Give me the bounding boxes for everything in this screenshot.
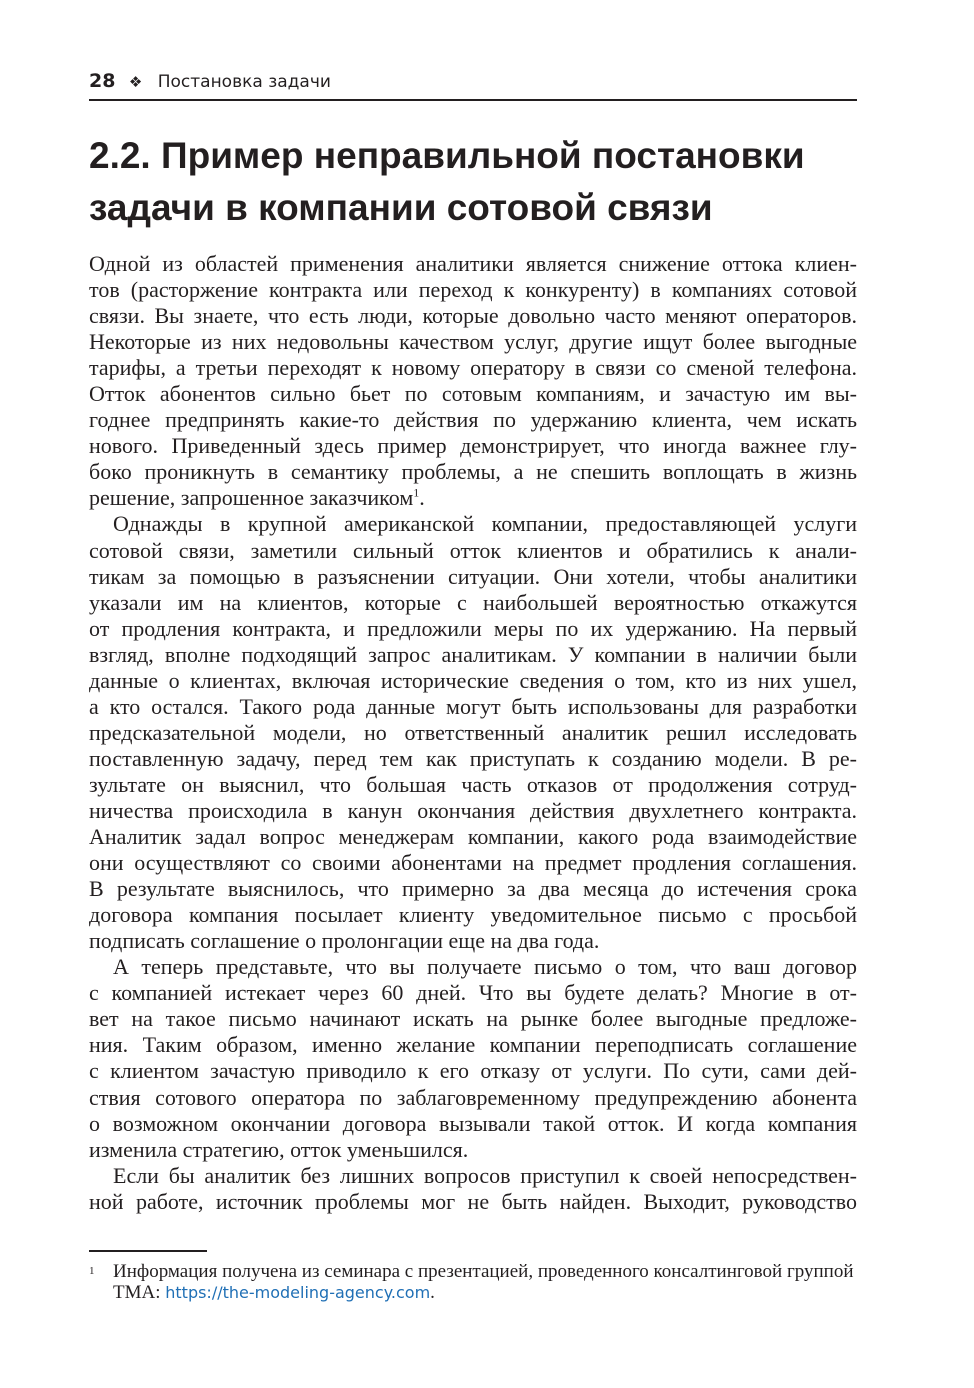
line-text: А теперь представьте, что вы получаете письмо о том, что ваш договор: [113, 954, 857, 980]
footnote-link[interactable]: https://the-modeling-agency.com: [165, 1283, 431, 1302]
line-text: Одной из областей применения аналитики является снижение оттока клиен-: [89, 251, 857, 276]
text-line: [89, 1163, 857, 1189]
text-line: [89, 1085, 857, 1111]
text-line: [89, 694, 857, 720]
text-line: [89, 746, 857, 772]
line-text: с компанией истекает через 60 дней. Что вы будете делать? Многие в от-: [89, 980, 857, 1006]
text-line: [89, 824, 857, 850]
line-text: связи. Вы знаете, что есть люди, которые довольно часто меняют операторов.: [89, 303, 857, 329]
text-line: [89, 329, 857, 355]
text-line: [89, 668, 857, 694]
line-text: указали им на клиентов, которые с наибольшей вероятностью откажутся: [89, 589, 857, 615]
footnote-divider: [89, 1250, 207, 1252]
heading-line: 2.2. Пример неправильной постановки: [89, 135, 805, 176]
text-line: [89, 720, 857, 746]
text-line: [89, 1006, 857, 1032]
paragraph: [89, 511, 857, 954]
line-text: решение, запрошенное заказчиком: [89, 485, 414, 511]
line-text: тов (расторжение контракта или переход к конкуренту) в компаниях сотовой: [89, 277, 857, 303]
line-text: о возможном окончании договора вызывали такой отток. И когда компания: [89, 1110, 857, 1136]
line-text: от продления контракта, и предложили меры по их удержанию. На первый: [89, 615, 857, 641]
line-text: зультате он выяснил, что большая часть отказов от продолжения сотруд-: [89, 771, 857, 797]
text-line: [89, 407, 857, 433]
text-line: [89, 876, 857, 902]
text-line: [89, 277, 857, 303]
line-text: тарифы, а третьи переходят к новому оператору в связи со сменой телефона.: [89, 355, 857, 381]
text-line: [89, 381, 857, 407]
line-text: с клиентом зачастую приводило к его отказу от услуги. По сути, сами дей-: [89, 1058, 857, 1084]
body-text: [89, 251, 857, 1215]
text-line: [89, 798, 857, 824]
text-line: [89, 355, 857, 381]
line-tail: .: [419, 485, 425, 511]
text-line: [89, 772, 857, 798]
footnote-tail: .: [430, 1282, 435, 1303]
line-text: ствия сотового оператора по заблаговременному предупреждению абонента: [89, 1084, 857, 1110]
line-text: ния. Таким образом, именно желание компании переподписать соглашение: [89, 1032, 857, 1058]
text-line: [89, 590, 857, 616]
line-text: ничества происходила в канун окончания действия двухлетнего контракта.: [89, 797, 857, 823]
footnote-text: Информация получена из семинара с презентацией, проведенного консалтинговой группой TMA:: [113, 1261, 854, 1303]
line-text: Если бы аналитик без лишних вопросов приступил к своей непосредствен-: [113, 1162, 857, 1188]
line-text: сотовой связи, заметили сильный отток клиентов и обратились к анали-: [89, 537, 857, 563]
text-line: [89, 1137, 857, 1163]
footnote-reference[interactable]: 1: [413, 486, 420, 501]
chapter-title: Постановка задачи: [157, 72, 331, 92]
line-text: подписать соглашение о пролонгации еще на два года.: [89, 928, 600, 954]
line-text: взгляд, вполне подходящий запрос аналитикам. У компании в наличии были: [89, 641, 857, 667]
line-text: изменила стратегию, отток уменьшился.: [89, 1136, 469, 1162]
page-number: 28: [89, 70, 116, 92]
text-line: [89, 459, 857, 485]
line-text: данные о клиентах, включая исторические сведения о том, кто из них ушел,: [89, 667, 857, 693]
line-text: тикам за помощью в разъяснении ситуации. Они хотели, чтобы аналитики: [89, 563, 857, 589]
paragraph: [89, 1163, 857, 1215]
line-text: боко проникнуть в семантику проблемы, а не спешить воплощать в жизнь: [89, 459, 857, 485]
text-line: [89, 303, 857, 329]
line-text: нового. Приведенный здесь пример демонстрирует, что иногда важнее глу-: [89, 433, 857, 459]
running-header: [89, 70, 857, 101]
text-line: [89, 538, 857, 564]
line-text: вет на такое письмо начинают искать на рынке более выгодные предложе-: [89, 1006, 857, 1032]
text-line: [89, 433, 857, 459]
text-line: [89, 928, 857, 954]
text-line: [89, 511, 857, 537]
paragraph: [89, 251, 857, 511]
line-text: предсказательной модели, но ответственный аналитик решил исследовать: [89, 719, 857, 745]
line-text: Некоторые из них недовольны качеством услуг, другие ищут более выгодные: [89, 329, 857, 355]
line-text: поставленную задачу, перед тем как приступать к созданию модели. В ре-: [89, 745, 857, 771]
footnote-mark: 1: [89, 1265, 95, 1277]
text-line: [89, 850, 857, 876]
text-line: [89, 1189, 857, 1215]
footnote: [89, 1261, 857, 1303]
text-line: [89, 616, 857, 642]
line-text: договора компания посылает клиенту уведомительное письмо с просьбой: [89, 902, 857, 928]
text-line: [89, 980, 857, 1006]
text-line: [89, 485, 857, 511]
text-line: [89, 954, 857, 980]
text-line: [89, 564, 857, 590]
line-text: годнее предпринять какие-то действия по удержанию клиента, чем искать: [89, 407, 857, 433]
text-line: [89, 642, 857, 668]
text-line: [89, 1058, 857, 1084]
line-text: ной работе, источник проблемы мог не быть найден. Выходит, руководство: [89, 1188, 857, 1214]
ornament-icon: ❖: [128, 73, 143, 91]
heading-line: задачи в компании сотовой связи: [89, 187, 713, 228]
text-line: [89, 251, 857, 277]
line-text: они осуществляют со своими абонентами на предмет продления соглашения.: [89, 850, 857, 876]
text-line: [89, 1111, 857, 1137]
paragraph: [89, 954, 857, 1162]
text-line: [89, 1032, 857, 1058]
text-line: [89, 902, 857, 928]
section-heading: [89, 130, 939, 234]
line-text: Аналитик задал вопрос менеджерам компании, какого рода взаимодействие: [89, 824, 857, 850]
line-text: Однажды в крупной американской компании, предоставляющей услуги: [113, 511, 857, 537]
line-text: В результате выяснилось, что примерно за два месяца до истечения срока: [89, 876, 857, 902]
line-text: Отток абонентов сильно бьет по сотовым компаниям, и зачастую им вы-: [89, 381, 857, 407]
line-text: а кто остался. Такого рода данные могут быть использованы для разработки: [89, 693, 857, 719]
